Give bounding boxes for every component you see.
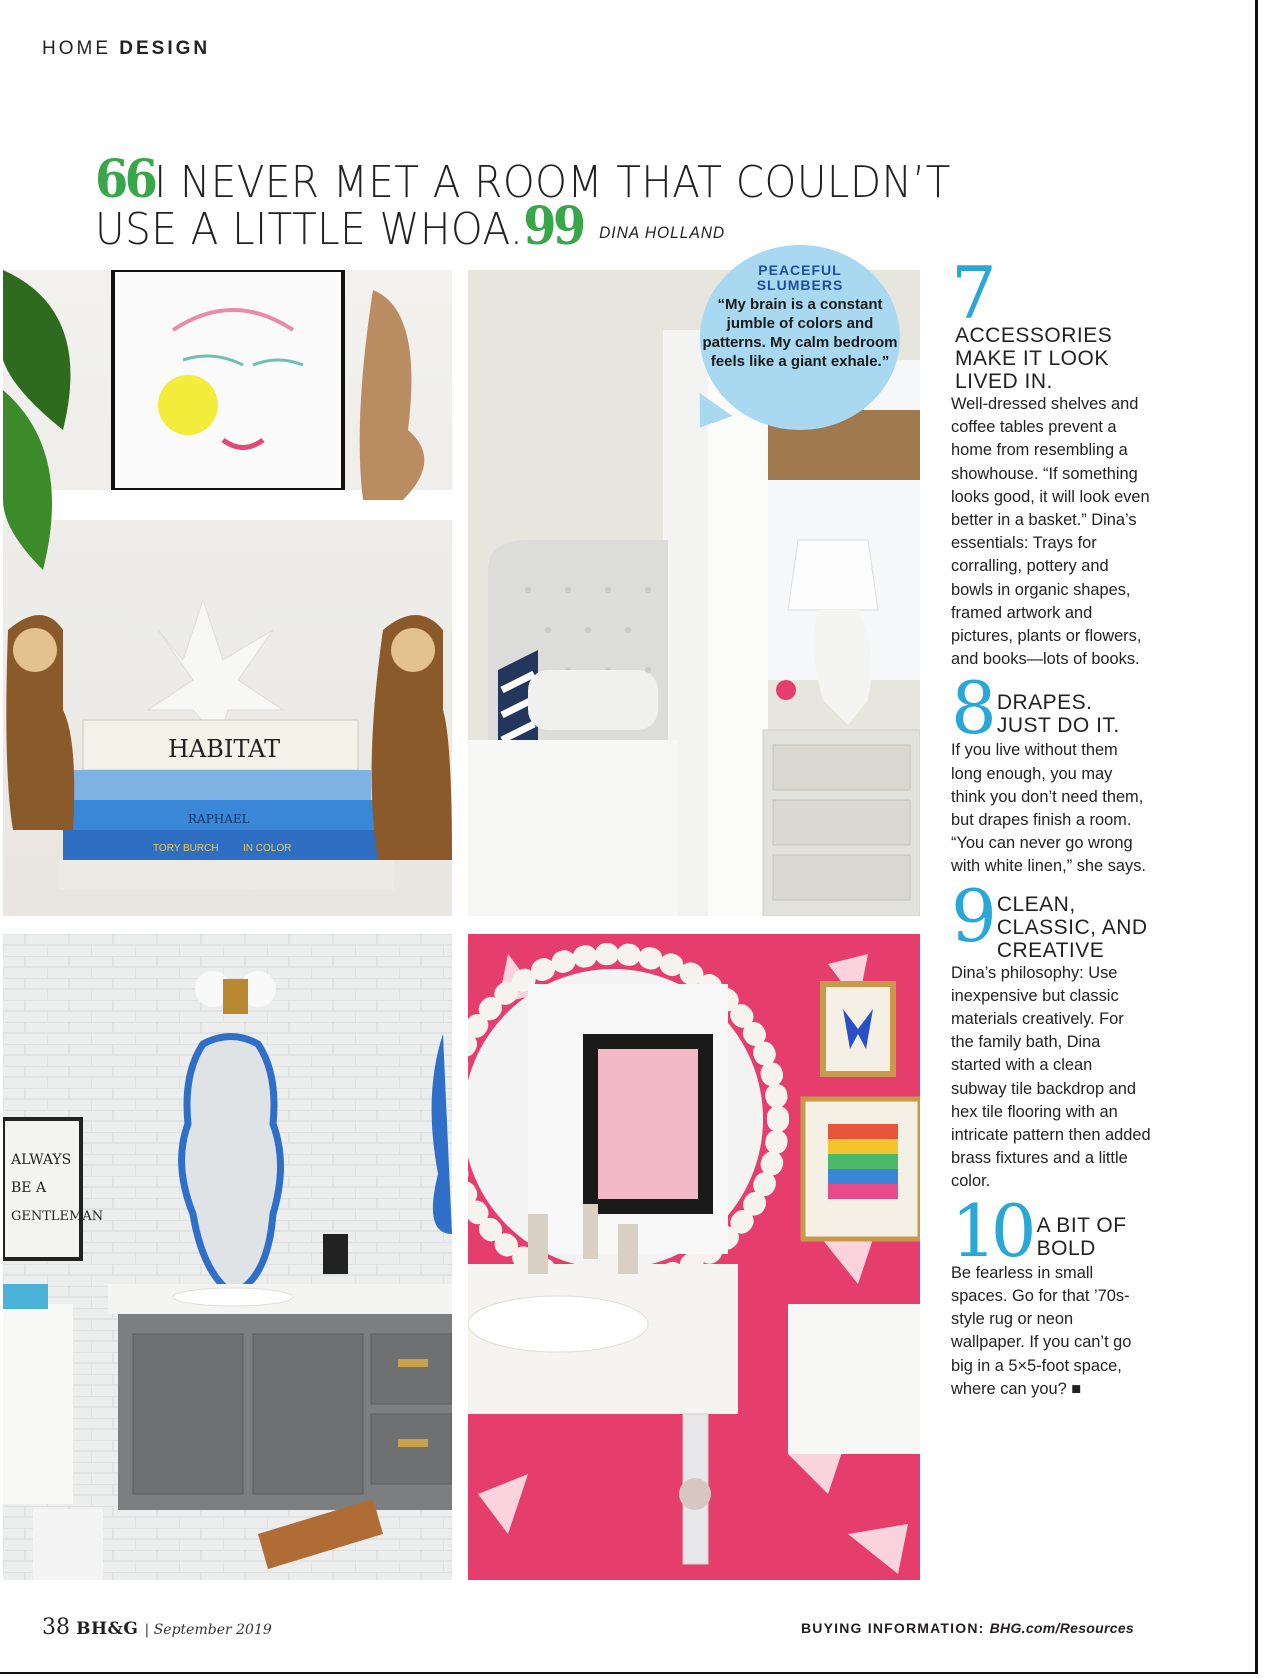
tip-body: If you live without them long enough, you may think you don’t need them, but drapes finish a room. “You can never go wrong with white linen,” she says. <box>951 741 1146 876</box>
photo-powder-room <box>468 934 920 1580</box>
sign-line1: ALWAYS <box>11 1152 72 1168</box>
tip-7 <box>951 251 1151 671</box>
section-label: HOME DESIGN <box>42 38 211 59</box>
magazine-brand: BH&G <box>76 1619 139 1639</box>
bubble-title-line1: PEACEFUL <box>758 262 842 278</box>
tip-number: 7 <box>951 251 991 335</box>
buying-information <box>801 1620 1134 1636</box>
bubble-title-line2: SLUMBERS <box>756 277 844 293</box>
book-in-color: IN COLOR <box>243 843 292 854</box>
page-number: 38 <box>42 1615 70 1640</box>
tip-9 <box>951 873 1151 1194</box>
photo-family-bath <box>3 934 452 1580</box>
tip-body: Well-dressed shelves and coffee tables prevent a home from resembling a showhouse. “If something looks good, it will look even better in a basket.” Dina’s essentials: Trays for corralling, pottery and bowls in organic shapes, framed artwork and pictures, plants or flowers, and books—lots of books. <box>951 395 1150 669</box>
photo-shelf-vignette <box>3 270 452 916</box>
buying-url[interactable]: BHG.com/Resources <box>989 1620 1134 1636</box>
sign-line3: GENTLEMAN <box>11 1209 104 1224</box>
byline: DINA HOLLAND <box>599 223 726 242</box>
book-tory-burch: TORY BURCH <box>153 843 219 854</box>
tip-number: 10 <box>951 1188 1031 1273</box>
open-quote-mark: 66 <box>95 149 155 210</box>
book-raphael: RAPHAEL <box>188 812 250 826</box>
book-habitat: HABITAT <box>168 735 281 763</box>
tip-body: Be fearless in small spaces. Go for that ’70s-style rug or neon wallpaper. If you can’t go big in a 5×5-foot space, where can you? ■ <box>951 1263 1132 1398</box>
folio: 38 BH&G | September 2019 <box>42 1615 272 1640</box>
tip-8 <box>951 666 1151 878</box>
headline-line2: USE A LITTLE WHOA. <box>95 204 524 255</box>
tip-10 <box>951 1188 1151 1401</box>
tip-heading: DRAPES. JUST DO IT. <box>996 691 1120 738</box>
headline <box>95 149 951 257</box>
tip-body: Dina’s philosophy: Use inexpensive but classic materials creatively. For the family bath, Dina started with a clean subway tile backdrop and hex tile flooring with an intricate pattern then added brass fixtures and a little color. <box>951 963 1151 1191</box>
tip-number: 8 <box>951 666 991 751</box>
buying-label: BUYING INFORMATION: <box>801 1620 985 1636</box>
sign-line2: BE A <box>11 1180 47 1196</box>
headline-line1: I NEVER MET A ROOM THAT COULDN’T <box>154 157 951 208</box>
tips-column <box>951 251 1151 1407</box>
bubble-quote: “My brain is a constant jumble of colors and patterns. My calm bedroom feels like a giant exhale.” <box>702 296 898 370</box>
close-quote-mark: 99 <box>523 196 583 257</box>
quote-bubble <box>700 245 900 430</box>
tip-heading: ACCESSORIES MAKE IT LOOK LIVED IN. <box>955 324 1113 393</box>
issue-date: September 2019 <box>153 1622 272 1638</box>
tip-heading: CLEAN, CLASSIC, AND CREATIVE <box>996 892 1148 962</box>
tip-heading: A BIT OF BOLD <box>1036 1213 1127 1260</box>
tip-number: 9 <box>951 873 991 958</box>
